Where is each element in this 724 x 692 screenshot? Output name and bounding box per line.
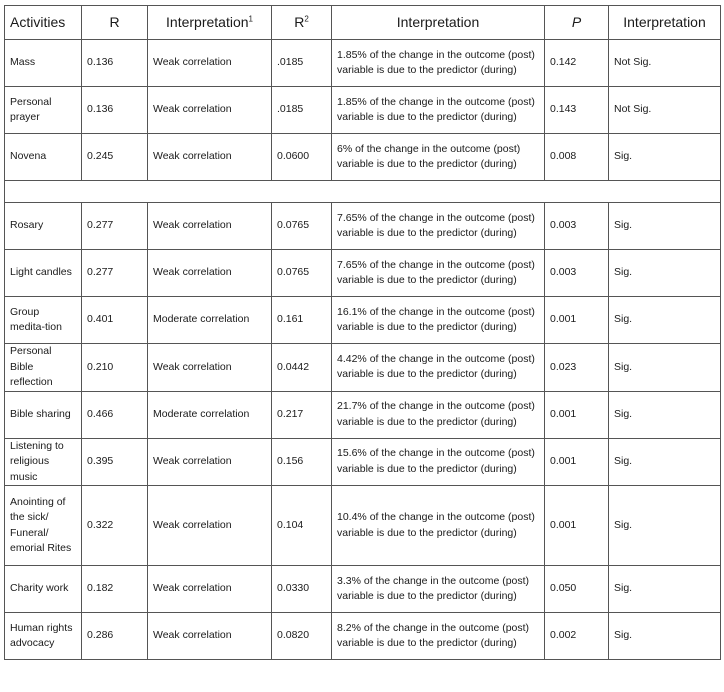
cell-interpretation: Weak correlation [148,344,272,392]
cell-interpretation: Weak correlation [148,486,272,566]
cell-r: 0.136 [82,87,148,134]
cell-activity: Novena [5,134,82,181]
cell-activity: Anointing of the sick/ Funeral/ emorial Rites [5,486,82,566]
cell-p: 0.143 [545,87,609,134]
cell-description: 7.65% of the change in the outcome (post) variable is due to the predictor (during) [332,203,545,250]
cell-p: 0.023 [545,344,609,392]
cell-description: 8.2% of the change in the outcome (post) variable is due to the predictor (during) [332,613,545,660]
cell-description: 1.85% of the change in the outcome (post) variable is due to the predictor (during) [332,87,545,134]
table-row [5,134,721,181]
cell-r-squared: 0.161 [272,297,332,344]
cell-activity: Mass [5,40,82,87]
table-row [5,438,721,486]
cell-activity: Rosary [5,203,82,250]
cell-r-squared: 0.0442 [272,344,332,392]
cell-significance: Sig. [609,297,721,344]
cell-description: 10.4% of the change in the outcome (post) variable is due to the predictor (during) [332,486,545,566]
cell-r-squared: .0185 [272,40,332,87]
cell-p: 0.050 [545,566,609,613]
cell-r-squared: 0.0765 [272,250,332,297]
cell-interpretation: Weak correlation [148,40,272,87]
cell-activity: Charity work [5,566,82,613]
cell-p: 0.142 [545,40,609,87]
cell-activity: Group medita-tion [5,297,82,344]
cell-r: 0.245 [82,134,148,181]
cell-activity: Human rights advocacy [5,613,82,660]
header-activities: Activities [5,6,82,40]
header-interpretation-1-text: Interpretation [166,13,249,30]
header-r-squared-sup: 2 [304,14,309,24]
table-row [5,486,721,566]
header-r-squared [272,6,332,40]
cell-p: 0.001 [545,391,609,438]
cell-r: 0.286 [82,613,148,660]
cell-r: 0.210 [82,344,148,392]
header-r-squared-text: R [294,13,305,30]
cell-significance: Sig. [609,344,721,392]
cell-p: 0.001 [545,297,609,344]
cell-interpretation: Weak correlation [148,134,272,181]
table-body [5,40,721,660]
header-row [5,6,721,40]
cell-description: 15.6% of the change in the outcome (post) variable is due to the predictor (during) [332,438,545,486]
cell-activity: Listening to religious music [5,438,82,486]
cell-r: 0.136 [82,40,148,87]
header-interpretation-2: Interpretation [332,6,545,40]
cell-significance: Sig. [609,134,721,181]
cell-r-squared: 0.104 [272,486,332,566]
cell-significance: Sig. [609,566,721,613]
cell-r: 0.401 [82,297,148,344]
cell-activity: Bible sharing [5,391,82,438]
table-row [5,203,721,250]
cell-p: 0.003 [545,203,609,250]
table-row [5,344,721,392]
cell-interpretation: Moderate correlation [148,391,272,438]
table-row [5,297,721,344]
cell-description: 7.65% of the change in the outcome (post) variable is due to the predictor (during) [332,250,545,297]
header-interpretation-3: Interpretation [609,6,721,40]
cell-description: 6% of the change in the outcome (post) variable is due to the predictor (during) [332,134,545,181]
cell-significance: Sig. [609,613,721,660]
cell-significance: Sig. [609,250,721,297]
cell-interpretation: Weak correlation [148,203,272,250]
cell-p: 0.001 [545,438,609,486]
header-r: R [82,6,148,40]
cell-r-squared: .0185 [272,87,332,134]
cell-significance: Not Sig. [609,40,721,87]
cell-p: 0.003 [545,250,609,297]
cell-interpretation: Weak correlation [148,438,272,486]
cell-interpretation: Weak correlation [148,87,272,134]
blank-cell [5,181,721,203]
cell-description: 21.7% of the change in the outcome (post) variable is due to the predictor (during) [332,391,545,438]
cell-r-squared: 0.0600 [272,134,332,181]
cell-description: 3.3% of the change in the outcome (post) variable is due to the predictor (during) [332,566,545,613]
cell-r: 0.466 [82,391,148,438]
cell-description: 4.42% of the change in the outcome (post) variable is due to the predictor (during) [332,344,545,392]
cell-interpretation: Weak correlation [148,566,272,613]
cell-activity: Personal Bible reflection [5,344,82,392]
header-interpretation-1 [148,6,272,40]
header-interpretation-1-sup: 1 [248,14,253,24]
cell-r-squared: 0.156 [272,438,332,486]
cell-activity: Light candles [5,250,82,297]
cell-r-squared: 0.0820 [272,613,332,660]
cell-r-squared: 0.0765 [272,203,332,250]
header-p: P [545,6,609,40]
cell-r-squared: 0.217 [272,391,332,438]
table-row [5,613,721,660]
table-row [5,40,721,87]
cell-significance: Sig. [609,391,721,438]
table-row [5,566,721,613]
table-row [5,250,721,297]
cell-r-squared: 0.0330 [272,566,332,613]
cell-activity: Personal prayer [5,87,82,134]
table-row [5,87,721,134]
cell-significance: Sig. [609,438,721,486]
cell-r: 0.277 [82,203,148,250]
table-row [5,391,721,438]
cell-p: 0.001 [545,486,609,566]
cell-p: 0.008 [545,134,609,181]
cell-r: 0.395 [82,438,148,486]
blank-separator-row [5,181,721,203]
correlation-table [4,5,721,660]
cell-significance: Sig. [609,203,721,250]
cell-interpretation: Moderate correlation [148,297,272,344]
cell-interpretation: Weak correlation [148,613,272,660]
cell-r: 0.182 [82,566,148,613]
cell-significance: Sig. [609,486,721,566]
cell-r: 0.322 [82,486,148,566]
cell-r: 0.277 [82,250,148,297]
cell-description: 16.1% of the change in the outcome (post) variable is due to the predictor (during) [332,297,545,344]
cell-interpretation: Weak correlation [148,250,272,297]
cell-significance: Not Sig. [609,87,721,134]
cell-p: 0.002 [545,613,609,660]
cell-description: 1.85% of the change in the outcome (post) variable is due to the predictor (during) [332,40,545,87]
